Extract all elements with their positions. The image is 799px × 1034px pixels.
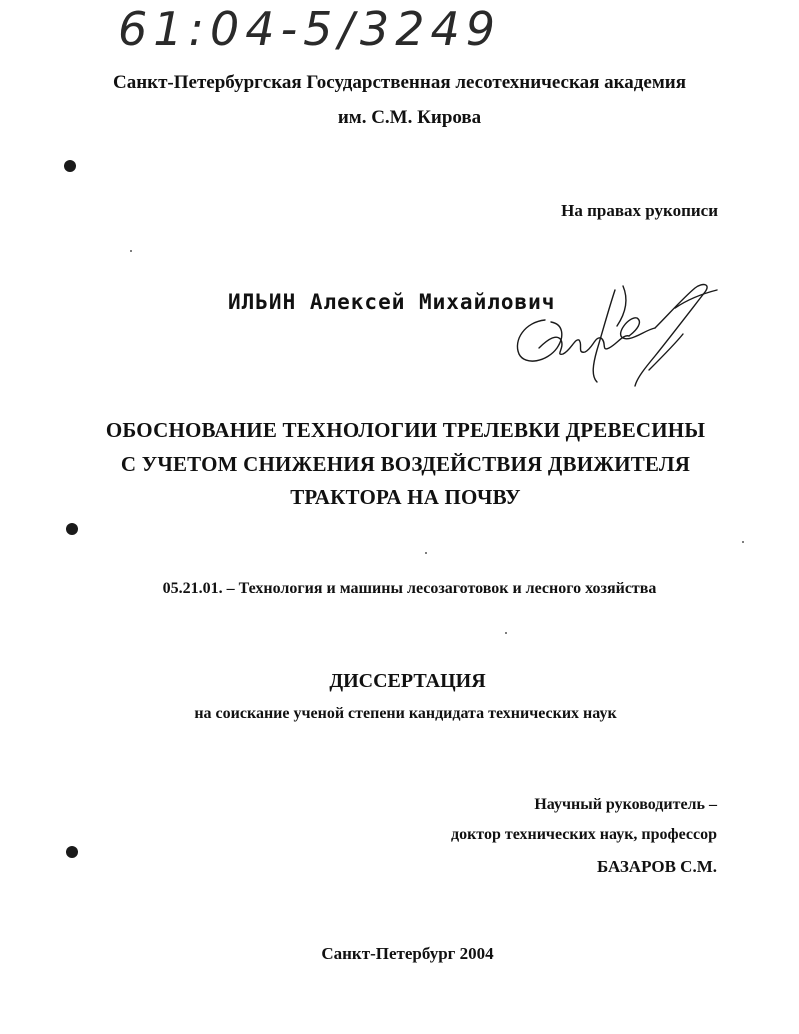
specialty-code: 05.21.01. – Технология и машины лесозаготовок и лесного хозяйства xyxy=(162,580,657,597)
scan-speck xyxy=(505,632,507,634)
scan-speck xyxy=(742,541,744,543)
institution-name: Санкт-Петербургская Государственная лесотехническая академия xyxy=(112,72,687,93)
scan-speck xyxy=(425,552,427,554)
binding-hole-middle xyxy=(66,523,78,535)
binding-hole-bottom xyxy=(66,846,78,858)
supervisor-rank: доктор технических наук, профессор xyxy=(450,826,717,843)
city-year: Санкт-Петербург 2004 xyxy=(321,944,494,963)
degree-description: на соискание ученой степени кандидата технических наук xyxy=(194,705,617,722)
binding-hole-top xyxy=(64,160,76,172)
author-name: ИЛЬИН Алексей Михайлович xyxy=(228,290,556,314)
dissertation-title-line-1: ОБОСНОВАНИЕ ТЕХНОЛОГИИ ТРЕЛЕВКИ ДРЕВЕСИНЫ xyxy=(105,418,706,442)
institution-dedication: им. С.М. Кирова xyxy=(337,107,482,128)
supervisor-name: БАЗАРОВ С.М. xyxy=(596,857,717,876)
dissertation-title-line-2: С УЧЕТОМ СНИЖЕНИЯ ВОЗДЕЙСТВИЯ ДВИЖИТЕЛЯ xyxy=(120,452,691,476)
scan-speck xyxy=(130,250,132,252)
archive-stamp: 61:04-5/3249 xyxy=(118,2,501,56)
supervisor-role: Научный руководитель – xyxy=(534,796,717,813)
author-signature xyxy=(505,278,725,390)
dissertation-title-line-3: ТРАКТОРА НА ПОЧВУ xyxy=(290,485,521,509)
document-type-heading: ДИССЕРТАЦИЯ xyxy=(329,670,486,692)
manuscript-rights-note: На правах рукописи xyxy=(561,201,718,220)
